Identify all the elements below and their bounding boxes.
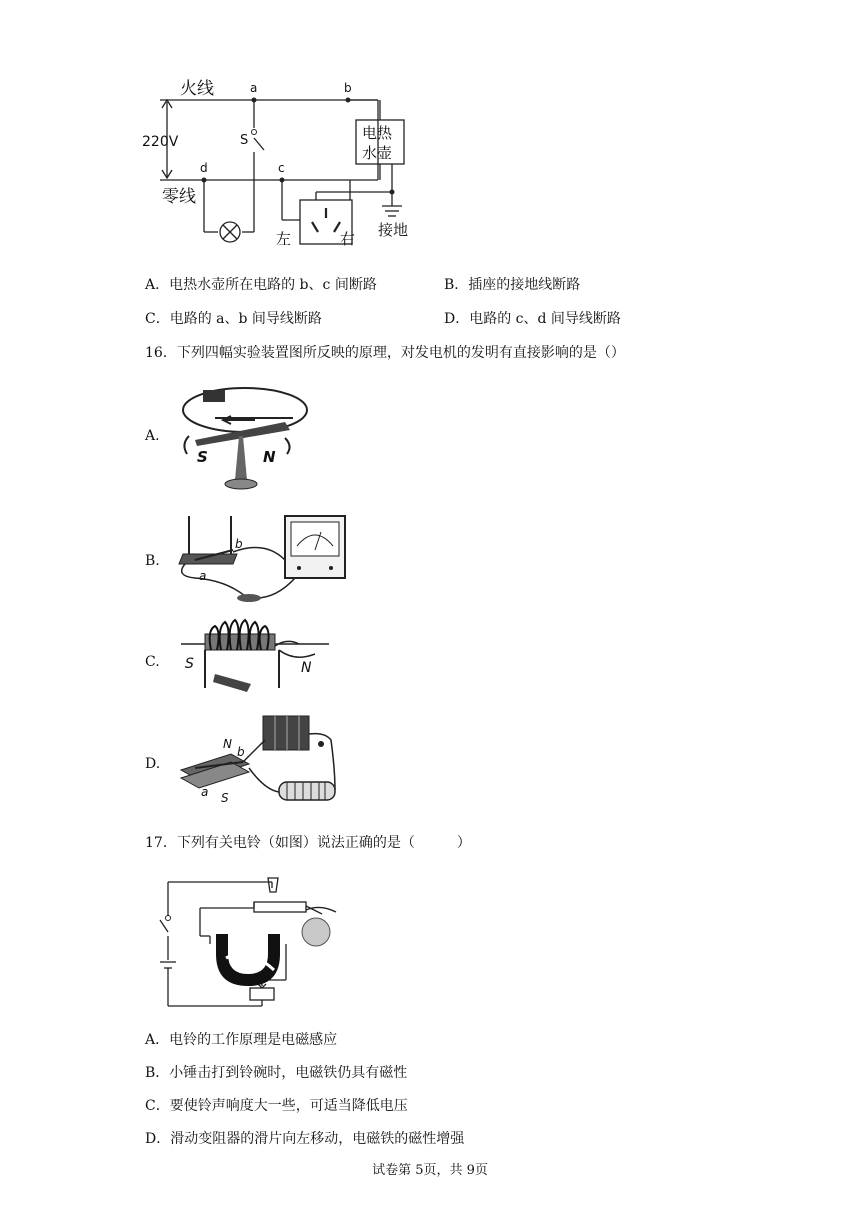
q17-option-a: A．电铃的工作原理是电磁感应 [145, 1032, 338, 1048]
figure-s-label: S [197, 448, 208, 466]
figure-a-label-2: a [201, 785, 209, 799]
q17-stem: 17．下列有关电铃（如图）说法正确的是（ ） [145, 835, 471, 851]
electric-bell-figure [150, 874, 340, 1014]
figure-s-label-3: S [221, 791, 229, 805]
switch-label: S [240, 133, 249, 148]
kettle-label-1: 电热 [362, 124, 393, 142]
household-circuit-figure [140, 72, 430, 252]
q17-option-b: B．小锤击打到铃碗时，电磁铁仍具有磁性 [145, 1065, 408, 1081]
figure-n-label: N [263, 448, 276, 466]
q16-label-a: A. [145, 428, 160, 444]
q15-option-b: B．插座的接地线断路 [444, 277, 581, 293]
figure-n-label-3: N [223, 737, 232, 751]
page-footer: 试卷第 5页，共 9页 [372, 1163, 488, 1178]
figure-a-label: a [199, 569, 207, 583]
oersted-experiment-figure [175, 380, 315, 495]
node-c-label: c [278, 161, 285, 175]
figure-n-label-2: N [301, 660, 312, 676]
induction-experiment-figure [175, 510, 355, 610]
q15-option-c: C．电路的 a、b 间导线断路 [145, 311, 322, 327]
q16-label-c: C. [145, 654, 160, 670]
solenoid-experiment-figure [175, 612, 335, 702]
q15-option-d: D．电路的 c、d 间导线断路 [444, 311, 621, 327]
q16-stem: 16．下列四幅实验装置图所反映的原理，对发电机的发明有直接影响的是（） [145, 345, 625, 361]
q17-option-c: C．要使铃声响度大一些，可适当降低电压 [145, 1098, 408, 1114]
socket-right-label: 右 [340, 230, 356, 248]
live-wire-label: 火线 [180, 79, 214, 99]
figure-b-label: b [235, 537, 243, 551]
socket-left-label: 左 [276, 230, 292, 248]
q17-option-d: D．滑动变阻器的滑片向左移动，电磁铁的磁性增强 [145, 1131, 465, 1147]
node-b-label: b [344, 81, 352, 95]
kettle-label-2: 水壶 [362, 144, 393, 162]
voltage-label: 220V [142, 134, 179, 150]
motor-experiment-figure [175, 710, 350, 812]
neutral-wire-label: 零线 [162, 187, 196, 207]
q16-label-b: B. [145, 553, 160, 569]
node-d-label: d [200, 161, 208, 175]
node-a-label: a [250, 81, 258, 95]
q16-label-d: D. [145, 756, 161, 772]
q15-option-a: A．电热水壶所在电路的 b、c 间断路 [145, 277, 377, 293]
ground-label: 接地 [378, 221, 409, 239]
figure-s-label-2: S [185, 656, 194, 672]
figure-b-label-2: b [237, 745, 245, 759]
